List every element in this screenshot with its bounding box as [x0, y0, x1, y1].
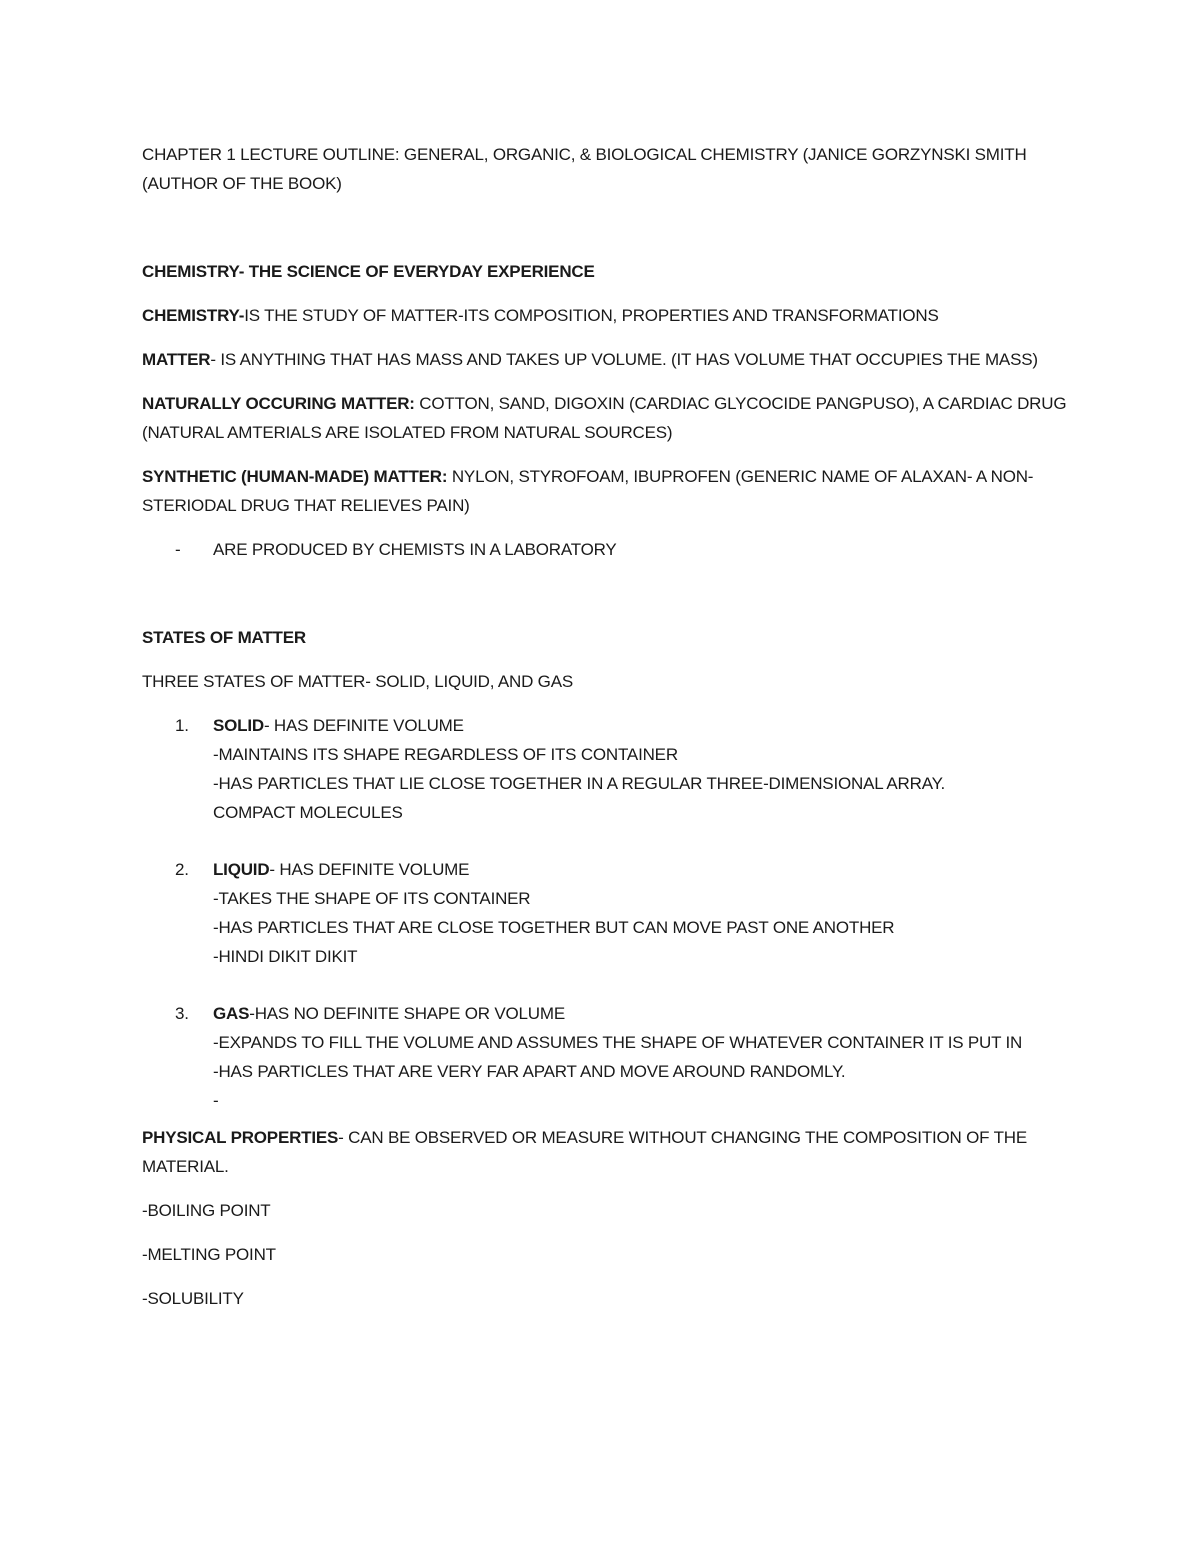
physical-properties-term: PHYSICAL PROPERTIES: [142, 1128, 339, 1147]
bullet-dash-marker: -: [175, 540, 181, 559]
state-first-line: [213, 999, 1067, 1028]
state-first-text: - HAS DEFINITE VOLUME: [263, 716, 464, 735]
state-first-text: -HAS NO DEFINITE SHAPE OR VOLUME: [249, 1004, 565, 1023]
state-item-gas: [142, 999, 1067, 1115]
state-first-line: [213, 711, 1067, 740]
list-number: 3.: [175, 1004, 189, 1023]
state-term: SOLID: [213, 716, 264, 735]
states-intro: THREE STATES OF MATTER- SOLID, LIQUID, AND GAS: [142, 672, 573, 691]
chemistry-definition-text: IS THE STUDY OF MATTER-ITS COMPOSITION, PROPERTIES AND TRANSFORMATIONS: [244, 306, 939, 325]
synthetic-bullet-text: ARE PRODUCED BY CHEMISTS IN A LABORATORY: [213, 540, 617, 559]
list-number: 2.: [175, 860, 189, 879]
synthetic-matter-paragraph: [142, 462, 1067, 520]
state-detail-line: -HAS PARTICLES THAT ARE CLOSE TOGETHER BUT CAN MOVE PAST ONE ANOTHER: [213, 918, 895, 937]
synthetic-matter-text: NYLON, STYROFOAM, IBUPROFEN (GENERIC NAME OF ALAXAN- A NON-STERIODAL DRUG THAT RELIEVES PAIN): [142, 467, 1034, 515]
state-detail-line: -HAS PARTICLES THAT ARE VERY FAR APART AND MOVE AROUND RANDOMLY.: [213, 1062, 846, 1081]
physical-properties-paragraph: [142, 1123, 1067, 1181]
synthetic-matter-term: SYNTHETIC (HUMAN-MADE) MATTER:: [142, 467, 448, 486]
synthetic-bullet: [142, 535, 1067, 564]
natural-matter-text: COTTON, SAND, DIGOXIN (CARDIAC GLYCOCIDE PANGPUSO), A CARDIAC DRUG (NATURAL AMTERIALS ARE ISOLATED FROM NATURAL SOURCES): [142, 394, 1067, 442]
state-item-solid: [142, 711, 1067, 827]
state-detail-line: COMPACT MOLECULES: [213, 803, 403, 822]
document-title-line: CHAPTER 1 LECTURE OUTLINE: GENERAL, ORGANIC, & BIOLOGICAL CHEMISTRY (JANICE GORZYNSKI SMITH (AUTHOR OF THE BOOK): [142, 145, 1027, 193]
matter-definition: [142, 345, 1067, 374]
physical-example: -MELTING POINT: [142, 1245, 276, 1264]
natural-matter-term: NATURALLY OCCURING MATTER:: [142, 394, 415, 413]
state-detail-line: -HINDI DIKIT DIKIT: [213, 947, 358, 966]
state-term: LIQUID: [213, 860, 270, 879]
state-first-text: - HAS DEFINITE VOLUME: [269, 860, 470, 879]
physical-properties-text: - CAN BE OBSERVED OR MEASURE WITHOUT CHANGING THE COMPOSITION OF THE MATERIAL.: [142, 1128, 1027, 1176]
state-detail-line: -HAS PARTICLES THAT LIE CLOSE TOGETHER IN A REGULAR THREE-DIMENSIONAL ARRAY.: [213, 774, 946, 793]
document-body: [142, 140, 1067, 1328]
matter-term: MATTER: [142, 350, 211, 369]
matter-definition-text: - IS ANYTHING THAT HAS MASS AND TAKES UP VOLUME. (IT HAS VOLUME THAT OCCUPIES THE MASS): [210, 350, 1038, 369]
state-detail-line: -TAKES THE SHAPE OF ITS CONTAINER: [213, 889, 531, 908]
state-detail-line: -: [213, 1091, 219, 1110]
state-item-liquid: [142, 855, 1067, 971]
section-spacer: [142, 213, 1067, 257]
list-number: 1.: [175, 716, 189, 735]
physical-example: -SOLUBILITY: [142, 1289, 244, 1308]
physical-example: -BOILING POINT: [142, 1201, 271, 1220]
state-detail-line: -EXPANDS TO FILL THE VOLUME AND ASSUMES THE SHAPE OF WHATEVER CONTAINER IT IS PUT IN: [213, 1033, 1023, 1052]
section-heading-chemistry: CHEMISTRY- THE SCIENCE OF EVERYDAY EXPERIENCE: [142, 262, 595, 281]
state-term: GAS: [213, 1004, 250, 1023]
section-heading-states: STATES OF MATTER: [142, 628, 306, 647]
state-detail-line: -MAINTAINS ITS SHAPE REGARDLESS OF ITS CONTAINER: [213, 745, 678, 764]
section-spacer: [142, 579, 1067, 623]
chemistry-definition: [142, 301, 1067, 330]
state-first-line: [213, 855, 1067, 884]
states-list: [142, 711, 1067, 1115]
chemistry-term: CHEMISTRY-: [142, 306, 245, 325]
natural-matter-paragraph: [142, 389, 1067, 447]
